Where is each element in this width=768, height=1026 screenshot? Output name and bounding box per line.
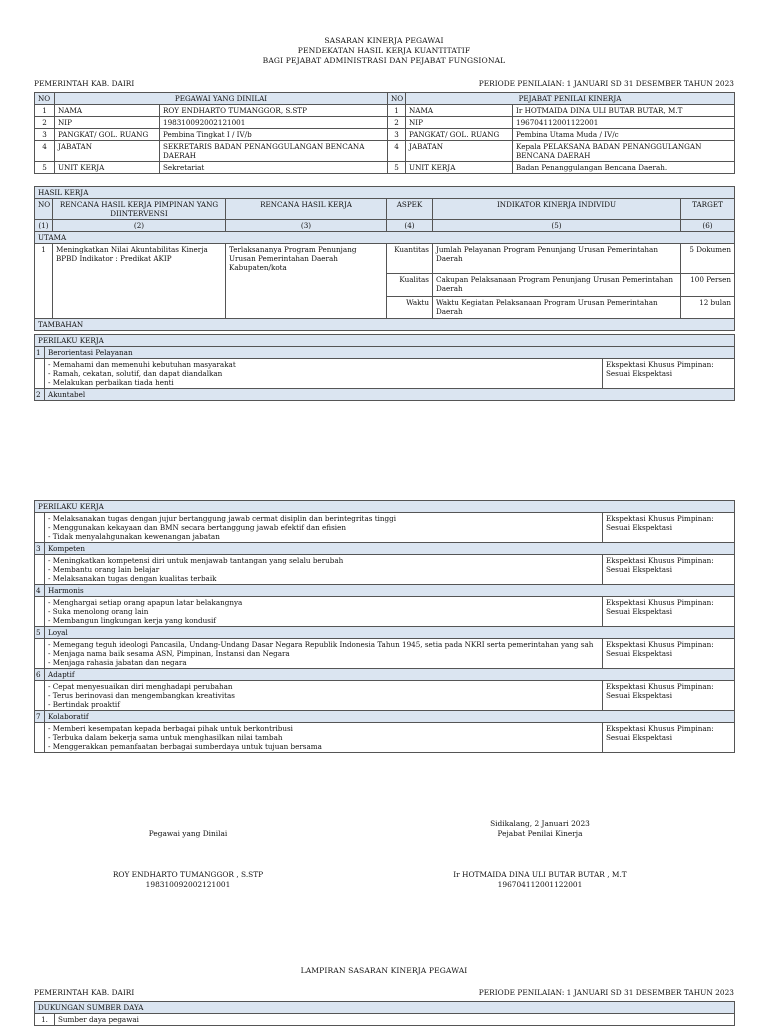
hasil-row (35, 244, 735, 274)
item-no: 2 (35, 389, 45, 401)
right-value: Kepala PELAKSANA BADAN PENANGGULANGAN BENCANA DAERAH (513, 141, 735, 162)
left-nip: 198310092002121001 (145, 880, 231, 889)
rencana-pimpinan: Meningkatkan Nilai Akuntabilitas Kinerja BPBD Indikator : Predikat AKIP (53, 244, 226, 319)
perilaku-item-body: - Menghargai setiap orang apapun latar belakangnya - Suka menolong orang lain - Membangun lingkungan kerja yang kondusif Ekspektasi Khusus Pimpinan: Sesuai Ekspektasi (35, 597, 735, 627)
ekspektasi: Ekspektasi Khusus Pimpinan: Sesuai Ekspektasi (603, 359, 735, 389)
col-header: RENCANA HASIL KERJA (226, 199, 387, 220)
right-header: PEJABAT PENILAI KINERJA (406, 93, 735, 105)
row-label: NAMA (406, 105, 513, 117)
col-header: NO (35, 199, 53, 220)
row-no: 4 (35, 141, 55, 162)
perilaku-section: PERILAKU KERJA (35, 335, 735, 347)
perilaku-item-title: 3 Kompeten (35, 543, 735, 555)
place-date: Sidikalang, 2 Januari 2023 (490, 819, 590, 828)
row-no: 5 (35, 162, 55, 174)
row-no: 2 (388, 117, 406, 129)
identity-row (35, 105, 735, 117)
dukungan-item: Sumber daya pegawai (55, 1014, 735, 1026)
col-num: (2) (53, 220, 226, 232)
right-nip: 196704112001122001 (497, 880, 583, 889)
document-title (0, 36, 768, 66)
col-header: ASPEK (387, 199, 433, 220)
row-label: NIP (55, 117, 160, 129)
row-label: JABATAN (406, 141, 513, 162)
hasil-kerja-section: HASIL KERJA (35, 187, 735, 199)
identity-row (35, 162, 735, 174)
row-no: 3 (388, 129, 406, 141)
identity-row (35, 117, 735, 129)
row-label: NAMA (55, 105, 160, 117)
perilaku-item-body (35, 359, 735, 389)
item-points: - Memahami dan memenuhi kebutuhan masyarakat - Ramah, cekatan, solutif, dan dapat diandalkan - Melakukan perbaikan tiada henti (45, 359, 603, 389)
sign-date-block (420, 819, 660, 839)
row-no: 5 (388, 162, 406, 174)
perilaku-item-body: - Memegang teguh ideologi Pancasila, Undang-Undang Dasar Negara Republik Indonesia Tahun 1945, setia pada NKRI serta pemerintahan yang sah - Menjaga nama baik sesama ASN, Pimpinan, Instansi dan Negara - Menjaga rahasia jabatan dan negara Ekspektasi Khusus Pimpinan: Sesuai Ekspektasi (35, 639, 735, 669)
right-value: Pembina Utama Muda / IV/c (513, 129, 735, 141)
left-signer (68, 870, 308, 890)
perilaku-item-title: 7 Kolaboratif (35, 711, 735, 723)
hasil-header (35, 199, 735, 220)
row-label: UNIT KERJA (406, 162, 513, 174)
hasil-num-row (35, 220, 735, 232)
title-line-1: SASARAN KINERJA PEGAWAI (324, 36, 444, 45)
col-header: INDIKATOR KINERJA INDIVIDU (433, 199, 681, 220)
row-no: 2 (35, 117, 55, 129)
row-no: 4 (388, 141, 406, 162)
lampiran-title: LAMPIRAN SASARAN KINERJA PEGAWAI (300, 966, 468, 975)
perilaku-item-title (35, 389, 735, 401)
lampiran-meta-row: PEMERINTAH KAB. DAIRI PERIODE PENILAIAN: 1 JANUARI SD 31 DESEMBER TAHUN 2023 (34, 988, 734, 997)
tambahan-section: TAMBAHAN (35, 319, 735, 331)
rencana-hasil: Terlaksananya Program Penunjang Urusan Pemerintahan Daerah Kabupaten/kota (226, 244, 387, 319)
indikator: Waktu Kegiatan Pelaksanaan Program Urusan Pemerintahan Daerah (433, 296, 681, 319)
perilaku-section: PERILAKU KERJA (35, 501, 735, 513)
item-title: Berorientasi Pelayanan (45, 347, 735, 359)
periode-label: PERIODE PENILAIAN: 1 JANUARI SD 31 DESEMBER TAHUN 2023 (478, 79, 734, 88)
col-num: (6) (681, 220, 735, 232)
row-no: 1 (388, 105, 406, 117)
row-label: UNIT KERJA (55, 162, 160, 174)
utama-section: UTAMA (35, 232, 735, 244)
perilaku-item-title: 6 Adaptif (35, 669, 735, 681)
perilaku-item-title: 4 Harmonis (35, 585, 735, 597)
row-label: NIP (406, 117, 513, 129)
col-num: (3) (226, 220, 387, 232)
perilaku-item-title: 5 Loyal (35, 627, 735, 639)
left-value: ROY ENDHARTO TUMANGGOR, S.STP (160, 105, 388, 117)
row-no: 1. (35, 1014, 55, 1026)
dukungan-section: DUKUNGAN SUMBER DAYA (35, 1002, 735, 1014)
left-value: SEKRETARIS BADAN PENANGGULANGAN BENCANA DAERAH (160, 141, 388, 162)
right-value: Ir HOTMAIDA DINA ULI BUTAR BUTAR, M.T (513, 105, 735, 117)
left-value: 198310092002121001 (160, 117, 388, 129)
target: 12 bulan (681, 296, 735, 319)
left-header: PEGAWAI YANG DINILAI (55, 93, 388, 105)
aspek: Kualitas (387, 274, 433, 297)
title-line-2: PENDEKATAN HASIL KERJA KUANTITATIF (297, 46, 471, 55)
instansi-label: PEMERINTAH KAB. DAIRI (34, 79, 135, 88)
aspek: Waktu (387, 296, 433, 319)
perilaku-item-body: - Melaksanakan tugas dengan jujur bertanggung jawab cermat disiplin dan berintegritas tinggi - Menggunakan kekayaan dan BMN secara bertanggung jawab efektif dan efisien - Tidak menyalahgunakan kewenangan jabatan Ekspektasi Khusus Pimpinan: Sesuai Ekspektasi (35, 513, 735, 543)
right-name: Ir HOTMAIDA DINA ULI BUTAR BUTAR , M.T (453, 870, 627, 879)
target: 100 Persen (681, 274, 735, 297)
title-line-3: BAGI PEJABAT ADMINISTRASI DAN PEJABAT FUNGSIONAL (262, 56, 506, 65)
left-value: Pembina Tingkat I / IV/b (160, 129, 388, 141)
col-num: (1) (35, 220, 53, 232)
target: 5 Dokumen (681, 244, 735, 274)
perilaku-item-title (35, 347, 735, 359)
row-label: PANGKAT/ GOL. RUANG (406, 129, 513, 141)
dukungan-table (34, 1001, 735, 1026)
left-value: Sekretariat (160, 162, 388, 174)
perilaku-item-body: - Memberi kesempatan kepada berbagai pihak untuk berkontribusi - Terbuka dalam bekerja sama untuk menghasilkan nilai tambah - Menggerakkan pemanfaatan berbagai sumberdaya untuk tujuan bersama Ekspektasi Khusus Pimpinan: Sesuai Ekspektasi (35, 723, 735, 753)
right-signer (420, 870, 660, 890)
indikator: Jumlah Pelayanan Program Penunjang Urusan Pemerintahan Daerah (433, 244, 681, 274)
hasil-kerja-table (34, 186, 735, 331)
identity-header (35, 93, 735, 105)
perilaku-item-body: - Cepat menyesuaikan diri menghadapi perubahan - Terus berinovasi dan mengembangkan kreativitas - Bertindak proaktif Ekspektasi Khusus Pimpinan: Sesuai Ekspektasi (35, 681, 735, 711)
meta-row (34, 79, 734, 88)
row-no: 1 (35, 105, 55, 117)
aspek: Kuantitas (387, 244, 433, 274)
perilaku-table-2 (34, 500, 735, 753)
row-label: PANGKAT/ GOL. RUANG (55, 129, 160, 141)
col-num: (4) (387, 220, 433, 232)
right-role: Pejabat Penilai Kinerja (497, 829, 583, 838)
indikator: Cakupan Pelaksanaan Program Penunjang Urusan Pemerintahan Daerah (433, 274, 681, 297)
right-value: 196704112001122001 (513, 117, 735, 129)
row-label: JABATAN (55, 141, 160, 162)
col-header: TARGET (681, 199, 735, 220)
row-no: 1 (35, 244, 53, 319)
left-role: Pegawai yang Dinilai (148, 829, 228, 838)
item-title: Akuntabel (45, 389, 735, 401)
identity-row (35, 141, 735, 162)
perilaku-item-body: - Meningkatkan kompetensi diri untuk menjawab tantangan yang selalu berubah - Membantu orang lain belajar - Melaksanakan tugas dengan kualitas terbaik Ekspektasi Khusus Pimpinan: Sesuai Ekspektasi (35, 555, 735, 585)
identity-table (34, 92, 735, 174)
left-name: ROY ENDHARTO TUMANGGOR , S.STP (112, 870, 264, 879)
no-header: NO (35, 93, 55, 105)
row-no: 3 (35, 129, 55, 141)
no-header: NO (388, 93, 406, 105)
col-header: RENCANA HASIL KERJA PIMPINAN YANG DIINTERVENSI (53, 199, 226, 220)
col-num: (5) (433, 220, 681, 232)
right-value: Badan Penanggulangan Bencana Daerah. (513, 162, 735, 174)
item-no: 1 (35, 347, 45, 359)
perilaku-table-1 (34, 334, 735, 401)
identity-row (35, 129, 735, 141)
